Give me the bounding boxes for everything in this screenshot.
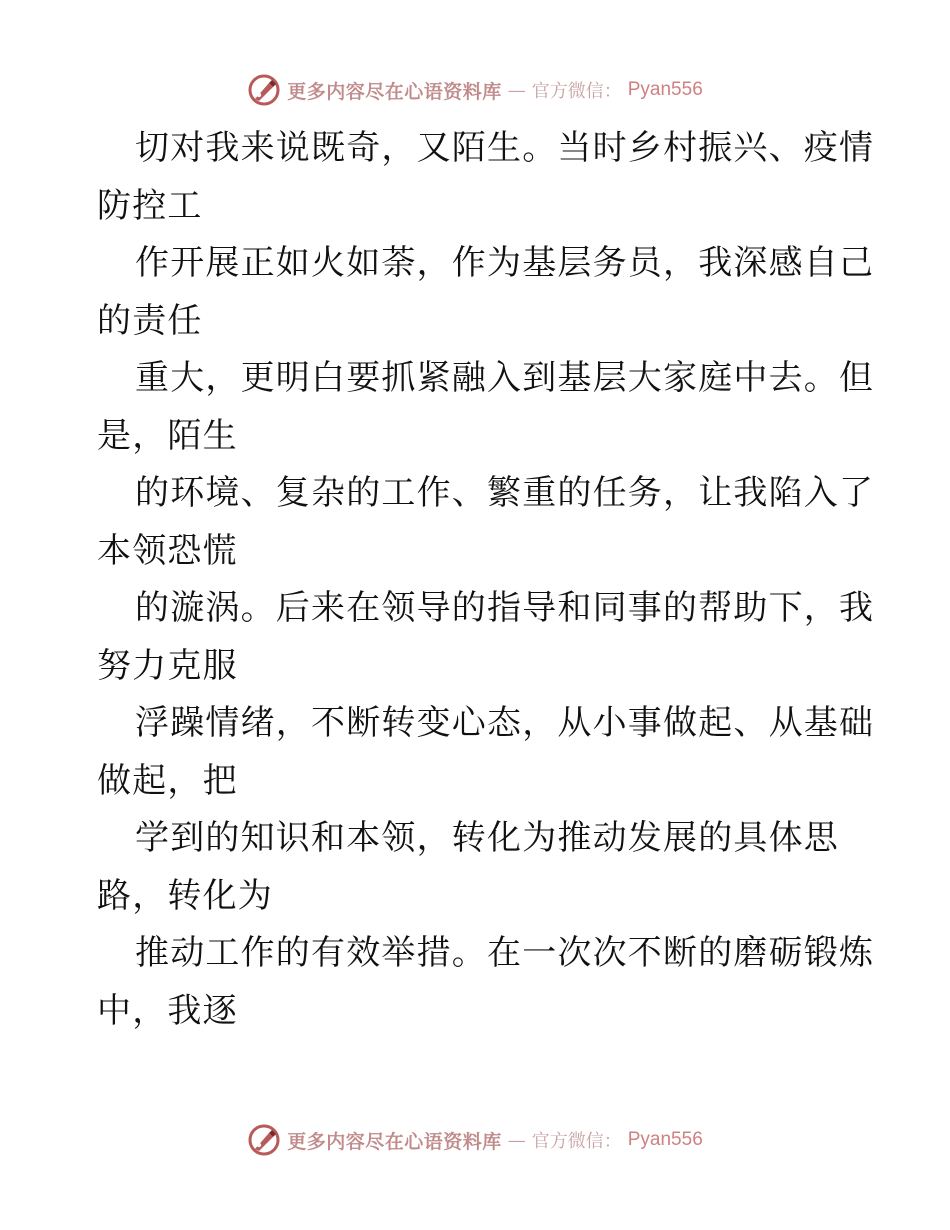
watermark-dash: — [507, 1129, 526, 1151]
body-line: 作开展正如火如荼，作为基层务员，我深感自己 [135, 243, 875, 283]
footer-watermark [0, 1120, 950, 1160]
watermark-wechat-id: Pyan556 [627, 1129, 703, 1150]
body-line: 学到的知识和本领，转化为推动发展的具体思 [135, 818, 839, 858]
body-line: 切对我来说既奇，又陌生。当时乡村振兴、疫情 [135, 128, 875, 168]
body-line: 的责任 [97, 300, 203, 341]
body-line: 浮躁情绪，不断转变心态，从小事做起、从基础 [135, 703, 875, 743]
header-watermark [0, 70, 950, 110]
body-line: 路，转化为 [97, 875, 273, 916]
body-line: 本领恐慌 [97, 530, 238, 571]
body-line: 是，陌生 [97, 415, 238, 456]
body-line: 推动工作的有效举措。在一次次不断的磨砺锻炼 [135, 933, 875, 973]
pen-logo-icon [247, 73, 281, 107]
document-body [97, 120, 875, 1040]
watermark-brand [247, 73, 703, 107]
pen-logo-icon [247, 1123, 281, 1157]
body-line: 中，我逐 [97, 990, 238, 1031]
watermark-brand-text: 更多内容尽在心语资料库 [287, 1130, 502, 1153]
body-line: 努力克服 [97, 645, 238, 686]
watermark-wechat-id: Pyan556 [627, 79, 703, 100]
body-line: 的漩涡。后来在领导的指导和同事的帮助下，我 [135, 588, 875, 628]
watermark-sub-text: 官方微信： [531, 1131, 622, 1152]
body-line: 重大，更明白要抓紧融入到基层大家庭中去。但 [135, 358, 875, 398]
watermark-brand [247, 1123, 703, 1157]
watermark-brand-text: 更多内容尽在心语资料库 [287, 80, 502, 103]
watermark-sub-text: 官方微信： [531, 81, 622, 102]
body-line: 的环境、复杂的工作、繁重的任务，让我陷入了 [135, 473, 875, 513]
body-line: 防控工 [97, 185, 203, 226]
watermark-dash: — [507, 79, 526, 101]
body-line: 做起，把 [97, 760, 238, 801]
